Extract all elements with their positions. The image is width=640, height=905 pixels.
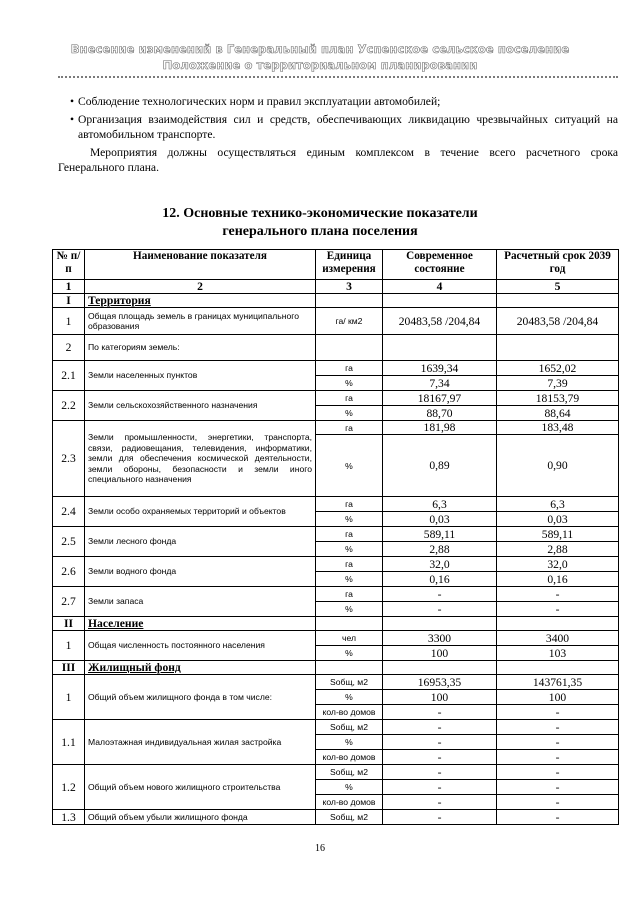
- col-number: 4: [383, 280, 497, 294]
- row-name: По категориям земель:: [85, 335, 316, 361]
- table-row: [53, 631, 619, 646]
- row-current: 18167,97: [383, 391, 497, 406]
- row-name: Земли особо охраняемых территорий и объектов: [85, 497, 316, 527]
- row-unit: кол-во домов: [316, 750, 383, 765]
- row-target: -: [497, 810, 619, 825]
- row-name: Общий объем убыли жилищного фонда: [85, 810, 316, 825]
- row-name: Малоэтажная индивидуальная жилая застройка: [85, 720, 316, 765]
- table-row: [53, 497, 619, 512]
- row-num: 1.2: [53, 765, 85, 810]
- row-name: Земли промышленности, энергетики, транспорта, связи, радиовещания, телевидения, информатики, земли для обеспечения космической деятельности, земли обороны, безопасности и земли иного специального назначения: [85, 421, 316, 497]
- row-current: 181,98: [383, 421, 497, 435]
- empty-cell: [497, 335, 619, 361]
- row-target: 88,64: [497, 406, 619, 421]
- row-unit: га: [316, 587, 383, 602]
- section-num: III: [53, 661, 85, 675]
- col-number: 1: [53, 280, 85, 294]
- row-target: -: [497, 587, 619, 602]
- row-target: -: [497, 765, 619, 780]
- row-target: 6,3: [497, 497, 619, 512]
- row-name: Земли сельскохозяйственного назначения: [85, 391, 316, 421]
- row-target: 103: [497, 646, 619, 661]
- row-num: 2.3: [53, 421, 85, 497]
- section-title-cell: Территория: [85, 294, 316, 308]
- col-number: 3: [316, 280, 383, 294]
- row-unit: Sобщ, м2: [316, 720, 383, 735]
- section-row: [53, 294, 619, 308]
- row-unit: %: [316, 406, 383, 421]
- column-number-row: [53, 280, 619, 294]
- row-current: 20483,58 /204,84: [383, 308, 497, 335]
- row-current: 0,03: [383, 512, 497, 527]
- section-subtitle: генерального плана поселения: [222, 224, 418, 239]
- row-current: -: [383, 587, 497, 602]
- table-row: [53, 587, 619, 602]
- row-current: -: [383, 795, 497, 810]
- row-name: Общая численность постоянного населения: [85, 631, 316, 661]
- empty-cell: [383, 335, 497, 361]
- row-name: Общий объем жилищного фонда в том числе:: [85, 675, 316, 720]
- row-num: 1.1: [53, 720, 85, 765]
- row-unit: га: [316, 497, 383, 512]
- row-current: 6,3: [383, 497, 497, 512]
- row-unit: га: [316, 557, 383, 572]
- row-unit: %: [316, 735, 383, 750]
- header-name: Наименование показателя: [85, 250, 316, 280]
- empty-cell: [497, 294, 619, 308]
- row-unit: %: [316, 646, 383, 661]
- row-current: -: [383, 705, 497, 720]
- section-row: [53, 617, 619, 631]
- table-row: [53, 391, 619, 406]
- bullet-item: [70, 112, 618, 142]
- table-header-row: [53, 250, 619, 280]
- row-target: -: [497, 705, 619, 720]
- row-current: -: [383, 750, 497, 765]
- table-row: [53, 810, 619, 825]
- row-unit: кол-во домов: [316, 705, 383, 720]
- body-paragraph: Мероприятия должны осуществляться единым комплексом в течение всего расчетного срока Генерального плана.: [58, 146, 618, 174]
- row-num: 2.6: [53, 557, 85, 587]
- document-header-title: Внесение изменений в Генеральный план Успенское сельское поселение: [70, 42, 570, 56]
- bullet-icon: •: [70, 113, 75, 126]
- row-unit: га: [316, 361, 383, 376]
- row-unit: га/ км2: [316, 308, 383, 335]
- row-current: 1639,34: [383, 361, 497, 376]
- indicators-table: [52, 249, 619, 825]
- row-target: 0,90: [497, 435, 619, 497]
- header-target: Расчетный срок 2039 год: [497, 250, 619, 280]
- row-target: 0,16: [497, 572, 619, 587]
- row-target: 2,88: [497, 542, 619, 557]
- table-row: [53, 720, 619, 735]
- row-unit: чел: [316, 631, 383, 646]
- row-target: 7,39: [497, 376, 619, 391]
- row-unit: %: [316, 780, 383, 795]
- col-number: 2: [85, 280, 316, 294]
- row-num: 1: [53, 631, 85, 661]
- row-name: Земли запаса: [85, 587, 316, 617]
- row-num: 2.4: [53, 497, 85, 527]
- row-unit: %: [316, 435, 383, 497]
- empty-cell: [383, 617, 497, 631]
- document-header-subtitle: Положение о территориальном планировании: [162, 58, 478, 72]
- section-title: 12. Основные технико-экономические показатели: [162, 206, 478, 221]
- row-unit: %: [316, 572, 383, 587]
- row-target: 3400: [497, 631, 619, 646]
- section-num: II: [53, 617, 85, 631]
- row-unit: %: [316, 542, 383, 557]
- section-row: [53, 661, 619, 675]
- row-target: 1652,02: [497, 361, 619, 376]
- row-current: -: [383, 602, 497, 617]
- row-name: Земли водного фонда: [85, 557, 316, 587]
- row-num: 2: [53, 335, 85, 361]
- table-row: [53, 361, 619, 376]
- row-current: 7,34: [383, 376, 497, 391]
- row-current: 100: [383, 646, 497, 661]
- table-row: [53, 675, 619, 690]
- row-unit: %: [316, 602, 383, 617]
- page-number: 16: [315, 843, 325, 854]
- bullet-text: Соблюдение технологических норм и правил эксплуатации автомобилей;: [78, 95, 441, 108]
- row-target: -: [497, 602, 619, 617]
- row-current: 16953,35: [383, 675, 497, 690]
- bullet-text: Организация взаимодействия сил и средств, обеспечивающих ликвидацию чрезвычайных ситуаций на автомобильном транспорте.: [78, 113, 618, 141]
- row-target: 18153,79: [497, 391, 619, 406]
- header-divider: [58, 76, 618, 78]
- row-current: 589,11: [383, 527, 497, 542]
- row-current: 0,89: [383, 435, 497, 497]
- row-name: Земли населенных пунктов: [85, 361, 316, 391]
- row-num: 2.1: [53, 361, 85, 391]
- row-num: 1.3: [53, 810, 85, 825]
- empty-cell: [316, 661, 383, 675]
- table-row: [53, 527, 619, 542]
- row-current: -: [383, 765, 497, 780]
- table-row: [53, 557, 619, 572]
- empty-cell: [497, 661, 619, 675]
- empty-cell: [497, 617, 619, 631]
- row-target: 20483,58 /204,84: [497, 308, 619, 335]
- row-target: 100: [497, 690, 619, 705]
- empty-cell: [316, 294, 383, 308]
- header-num: № п/п: [53, 250, 85, 280]
- row-target: -: [497, 750, 619, 765]
- row-unit: га: [316, 421, 383, 435]
- row-num: 2.7: [53, 587, 85, 617]
- header-current: Современное состояние: [383, 250, 497, 280]
- row-num: 2.2: [53, 391, 85, 421]
- row-name: Земли лесного фонда: [85, 527, 316, 557]
- empty-cell: [316, 617, 383, 631]
- row-unit: Sобщ, м2: [316, 675, 383, 690]
- row-target: 589,11: [497, 527, 619, 542]
- row-target: 143761,35: [497, 675, 619, 690]
- row-unit: %: [316, 376, 383, 391]
- row-target: -: [497, 735, 619, 750]
- row-unit: га: [316, 391, 383, 406]
- row-unit: Sобщ, м2: [316, 765, 383, 780]
- row-target: -: [497, 720, 619, 735]
- row-target: -: [497, 795, 619, 810]
- row-target: -: [497, 780, 619, 795]
- row-target: 0,03: [497, 512, 619, 527]
- row-current: -: [383, 810, 497, 825]
- row-name: Общий объем нового жилищного строительства: [85, 765, 316, 810]
- row-current: 32,0: [383, 557, 497, 572]
- row-unit: га: [316, 527, 383, 542]
- row-name: Общая площадь земель в границах муниципального образования: [85, 308, 316, 335]
- bullet-item: [70, 94, 618, 109]
- table-row: [53, 308, 619, 335]
- row-num: 1: [53, 308, 85, 335]
- table-row: [53, 421, 619, 435]
- empty-cell: [383, 661, 497, 675]
- row-current: 0,16: [383, 572, 497, 587]
- table-row: [53, 765, 619, 780]
- row-current: 3300: [383, 631, 497, 646]
- row-current: -: [383, 780, 497, 795]
- row-current: -: [383, 720, 497, 735]
- row-current: 2,88: [383, 542, 497, 557]
- row-current: 100: [383, 690, 497, 705]
- row-target: 32,0: [497, 557, 619, 572]
- section-title-cell: Население: [85, 617, 316, 631]
- col-number: 5: [497, 280, 619, 294]
- empty-cell: [383, 294, 497, 308]
- empty-cell: [316, 335, 383, 361]
- row-current: 88,70: [383, 406, 497, 421]
- section-title-cell: Жилищный фонд: [85, 661, 316, 675]
- row-unit: Sобщ, м2: [316, 810, 383, 825]
- header-unit: Единица измерения: [316, 250, 383, 280]
- row-unit: %: [316, 512, 383, 527]
- row-current: -: [383, 735, 497, 750]
- bullet-icon: •: [70, 95, 75, 108]
- section-num: I: [53, 294, 85, 308]
- table-row: [53, 335, 619, 361]
- row-target: 183,48: [497, 421, 619, 435]
- row-num: 2.5: [53, 527, 85, 557]
- row-unit: %: [316, 690, 383, 705]
- row-unit: кол-во домов: [316, 795, 383, 810]
- row-num: 1: [53, 675, 85, 720]
